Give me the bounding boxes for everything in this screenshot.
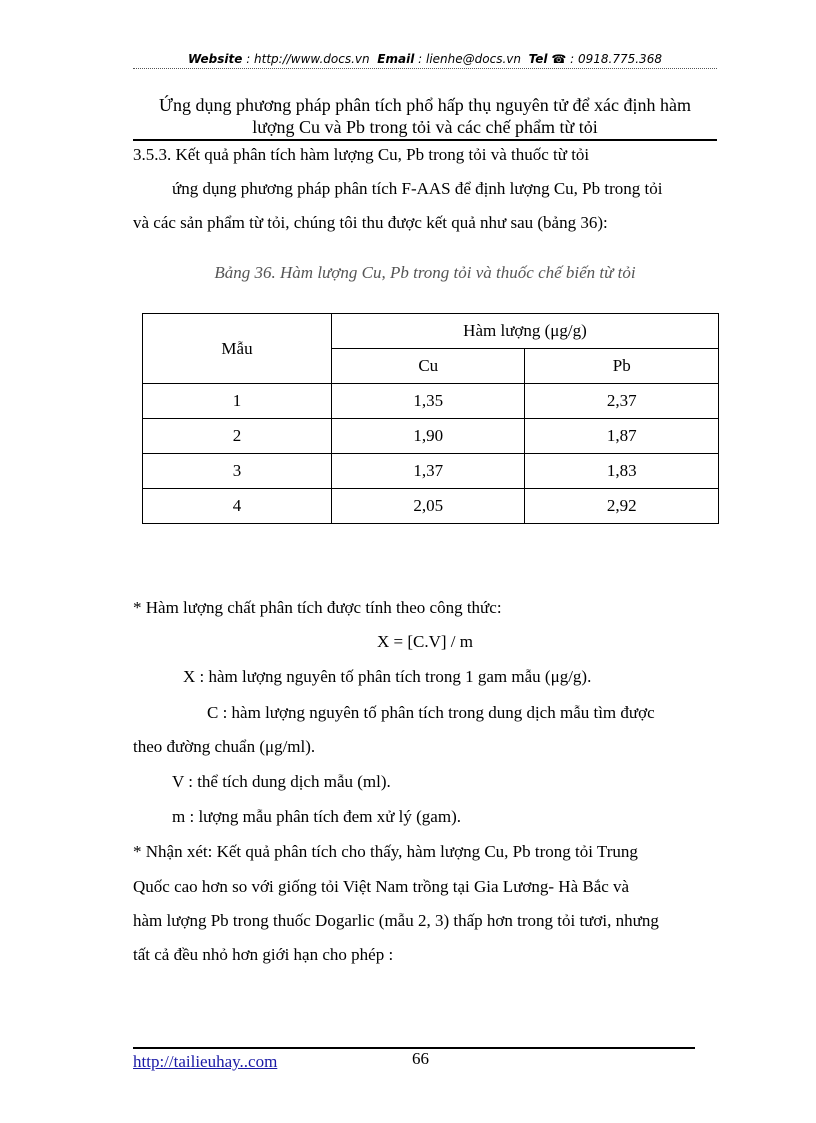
formula-x-definition: X : hàm lượng nguyên tố phân tích trong 1 gam mẫu (μg/g). [183, 667, 592, 686]
cell-sample: 1 [143, 384, 332, 419]
table-row [143, 384, 719, 419]
tel-value: : 0918.775.368 [570, 52, 662, 66]
remark-line-2: Quốc cao hơn so với giống tỏi Việt Nam trồng tại Gia Lương- Hà Bắc và [133, 877, 630, 896]
cell-cu: 2,05 [332, 489, 525, 524]
header-divider [133, 68, 717, 69]
section-heading: 3.5.3. Kết quả phân tích hàm lượng Cu, Pb trong tỏi và thuốc từ tỏi [133, 145, 590, 164]
remark-line-1: * Nhận xét: Kết quả phân tích cho thấy, hàm lượng Cu, Pb trong tỏi Trung [133, 842, 638, 861]
tel-label: Tel [528, 52, 548, 66]
cell-sample: 3 [143, 454, 332, 489]
document-title [133, 94, 717, 138]
footer-link[interactable]: http://tailieuhay..com [133, 1052, 278, 1071]
formula-v-definition: V : thể tích dung dịch mẫu (ml). [172, 772, 391, 791]
header-cu: Cu [332, 349, 525, 384]
intro-line-2: và các sản phẩm từ tỏi, chúng tôi thu được kết quả như sau (bảng 36): [133, 213, 608, 232]
table-row [143, 419, 719, 454]
results-table [142, 313, 719, 524]
cell-pb: 1,83 [525, 454, 719, 489]
cell-cu: 1,90 [332, 419, 525, 454]
table-row [143, 489, 719, 524]
table-row [143, 454, 719, 489]
cell-cu: 1,35 [332, 384, 525, 419]
remark-line-3: hàm lượng Pb trong thuốc Dogarlic (mẫu 2, 3) thấp hơn trong tỏi tươi, nhưng [133, 911, 659, 930]
email-value[interactable]: : lienhe@docs.vn [418, 52, 521, 66]
formula-equation: X = [C.V] / m [377, 632, 473, 651]
website-label: Website [188, 52, 243, 66]
table-header-row [143, 314, 719, 349]
remark-line-4: tất cả đều nhỏ hơn giới hạn cho phép : [133, 945, 394, 964]
formula-intro: * Hàm lượng chất phân tích được tính theo công thức: [133, 598, 502, 617]
cell-sample: 2 [143, 419, 332, 454]
title-divider [133, 139, 717, 141]
site-header [133, 52, 717, 66]
cell-cu: 1,37 [332, 454, 525, 489]
cell-pb: 1,87 [525, 419, 719, 454]
title-line-2: lượng Cu và Pb trong tỏi và các chế phẩm từ tỏi [252, 117, 598, 137]
header-pb: Pb [525, 349, 719, 384]
website-url[interactable]: : http://www.docs.vn [246, 52, 370, 66]
page-number: 66 [412, 1049, 429, 1068]
email-label: Email [377, 52, 415, 66]
header-content: Hàm lượng (μg/g) [332, 314, 719, 349]
cell-sample: 4 [143, 489, 332, 524]
table-caption: Bảng 36. Hàm lượng Cu, Pb trong tỏi và thuốc chế biến từ tỏi [214, 263, 636, 282]
formula-c-definition: C : hàm lượng nguyên tố phân tích trong dung dịch mẫu tìm được [207, 703, 655, 722]
formula-c-definition-cont: theo đường chuẩn (μg/ml). [133, 737, 316, 756]
cell-pb: 2,37 [525, 384, 719, 419]
title-line-1: Ứng dụng phương pháp phân tích phổ hấp thụ nguyên tử để xác định hàm [159, 95, 691, 115]
formula-m-definition: m : lượng mẫu phân tích đem xử lý (gam). [172, 807, 461, 826]
intro-line-1: ứng dụng phương pháp phân tích F-AAS để định lượng Cu, Pb trong tỏi [172, 179, 663, 198]
header-sample: Mẫu [143, 314, 332, 384]
cell-pb: 2,92 [525, 489, 719, 524]
phone-icon: ☎ [551, 52, 567, 66]
